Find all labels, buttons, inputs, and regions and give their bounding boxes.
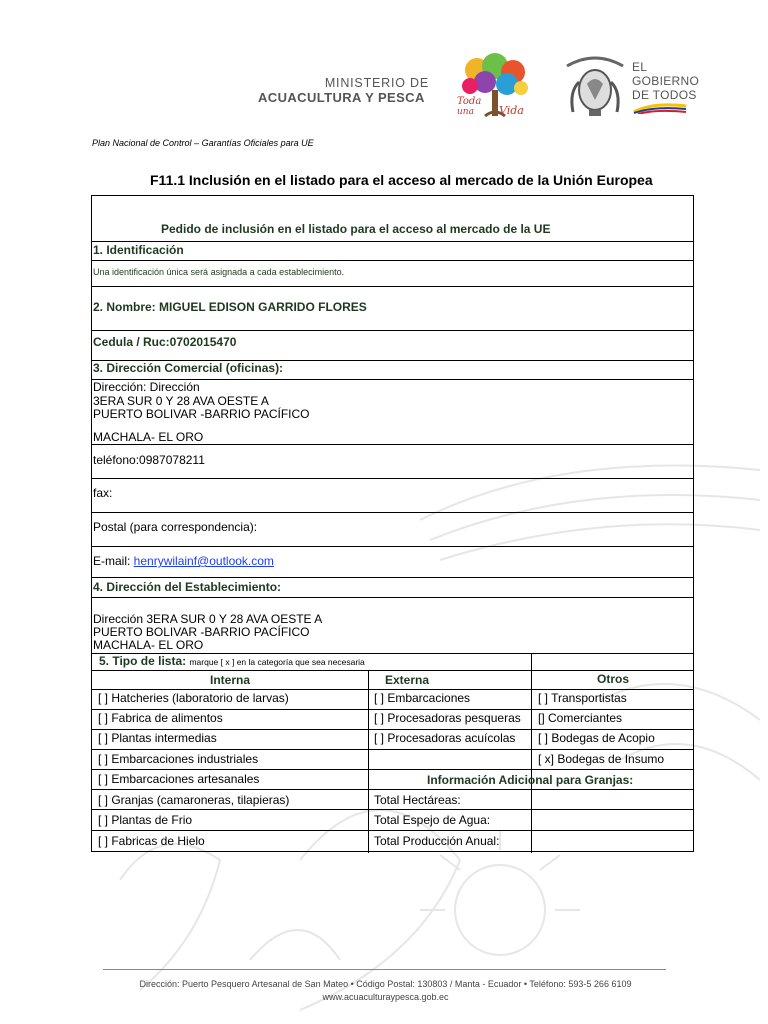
rule bbox=[92, 789, 693, 790]
address-line3: PUERTO BOLIVAR -BARRIO PACÍFICO bbox=[93, 407, 310, 421]
rule bbox=[92, 444, 693, 445]
ministry-line1: MINISTERIO DE bbox=[324, 76, 429, 90]
ministry-line2: ACUACULTURA Y PESCA bbox=[258, 90, 425, 105]
col-rule bbox=[368, 670, 369, 853]
tree-text2: una bbox=[457, 107, 474, 117]
col-externa: Externa bbox=[385, 673, 430, 687]
total-produccion-anual-label: Total Producción Anual: bbox=[374, 834, 500, 848]
telephone: teléfono:0987078211 bbox=[93, 453, 205, 467]
rule bbox=[92, 689, 693, 690]
flag-swoosh-icon bbox=[632, 102, 688, 114]
checkbox-embarcaciones-artesanales[interactable]: [ ] Embarcaciones artesanales bbox=[98, 772, 260, 786]
checkbox-procesadoras-pesqueras[interactable]: [ ] Procesadoras pesqueras bbox=[374, 711, 521, 725]
section5-header bbox=[99, 654, 365, 668]
inclusion-form bbox=[91, 195, 694, 852]
checkbox-procesadoras-acuicolas[interactable]: [ ] Procesadoras acuícolas bbox=[374, 731, 516, 745]
col-rule bbox=[531, 653, 532, 853]
footer-divider bbox=[103, 969, 666, 970]
total-hectareas-label: Total Hectáreas: bbox=[374, 793, 461, 807]
section4-title: 4. Dirección del Establecimiento: bbox=[93, 580, 282, 594]
section3-title: 3. Dirección Comercial (oficinas): bbox=[93, 361, 284, 375]
checkbox-comerciantes[interactable]: [] Comerciantes bbox=[538, 711, 623, 725]
email-link[interactable]: henrywilainf@outlook.com bbox=[133, 554, 274, 568]
ministry-logo bbox=[258, 76, 433, 105]
ecuador-coat-of-arms-logo bbox=[563, 52, 627, 120]
form-heading: Pedido de inclusión en el listado para el acceso al mercado de la UE bbox=[161, 222, 551, 236]
toda-una-vida-logo bbox=[455, 52, 535, 122]
rule bbox=[92, 512, 693, 513]
total-espejo-agua-label: Total Espejo de Agua: bbox=[374, 813, 491, 827]
address-line4: MACHALA- EL ORO bbox=[93, 430, 204, 444]
footer bbox=[104, 978, 667, 1004]
gob-line3: DE TODOS bbox=[632, 88, 697, 102]
rule bbox=[92, 260, 693, 261]
section5-note: marque [ x ] en la categoría que sea necesaria bbox=[189, 657, 365, 667]
email-row bbox=[93, 554, 274, 568]
rule bbox=[92, 769, 693, 770]
rule bbox=[92, 546, 693, 547]
establishment-line3: MACHALA- EL ORO bbox=[93, 638, 204, 652]
checkbox-plantas-intermedias[interactable]: [ ] Plantas intermedias bbox=[98, 731, 217, 745]
checkbox-granjas[interactable]: [ ] Granjas (camaroneras, tilapieras) bbox=[98, 793, 290, 807]
rule bbox=[92, 709, 693, 710]
rule bbox=[92, 749, 693, 750]
rule bbox=[92, 241, 693, 242]
rule bbox=[92, 830, 693, 831]
rule bbox=[92, 478, 693, 479]
rule bbox=[92, 330, 693, 331]
section5-title: 5. Tipo de lista: bbox=[99, 654, 190, 668]
checkbox-fabrica-alimentos[interactable]: [ ] Fabrica de alimentos bbox=[98, 711, 223, 725]
fax: fax: bbox=[93, 486, 113, 500]
gob-line1: EL bbox=[632, 60, 648, 74]
col-otros: Otros bbox=[597, 672, 630, 686]
tree-text3: Vida bbox=[499, 104, 524, 117]
checkbox-plantas-frio[interactable]: [ ] Plantas de Frio bbox=[98, 813, 193, 827]
footer-website[interactable]: www.acuaculturaypesca.gob.ec bbox=[322, 992, 449, 1002]
rule bbox=[92, 577, 693, 578]
rule bbox=[92, 670, 693, 671]
rule bbox=[92, 597, 693, 598]
footer-address: Dirección: Puerto Pesquero Artesanal de San Mateo • Código Postal: 130803 / Manta - Ecuador • Teléfono: 593-5 266 6109 bbox=[139, 979, 632, 989]
applicant-name: 2. Nombre: MIGUEL EDISON GARRIDO FLORES bbox=[93, 300, 367, 314]
cedula-ruc: Cedula / Ruc:0702015470 bbox=[93, 335, 237, 349]
gob-line2: GOBIERNO bbox=[632, 74, 700, 88]
section1-note: Una identificación única será asignada a cada establecimiento. bbox=[93, 267, 345, 277]
checkbox-fabricas-hielo[interactable]: [ ] Fabricas de Hielo bbox=[98, 834, 205, 848]
checkbox-embarcaciones[interactable]: [ ] Embarcaciones bbox=[374, 691, 471, 705]
establishment-line1: Dirección 3ERA SUR 0 Y 28 AVA OESTE A bbox=[93, 612, 323, 626]
document-title: F11.1 Inclusión en el listado para el acceso al mercado de la Unión Europea bbox=[150, 172, 653, 188]
tree-text1: Toda bbox=[457, 96, 482, 107]
section1-title: 1. Identificación bbox=[93, 243, 184, 257]
gobierno-logo bbox=[632, 60, 699, 117]
rule bbox=[92, 286, 693, 287]
checkbox-bodegas-acopio[interactable]: [ ] Bodegas de Acopio bbox=[538, 731, 655, 745]
postal: Postal (para correspondencia): bbox=[93, 520, 258, 534]
checkbox-embarcaciones-industriales[interactable]: [ ] Embarcaciones industriales bbox=[98, 752, 259, 766]
col-interna: Interna bbox=[210, 673, 251, 687]
rule bbox=[92, 809, 693, 810]
address-line1: Dirección: Dirección bbox=[93, 380, 200, 394]
checkbox-bodegas-insumo[interactable]: [ x] Bodegas de Insumo bbox=[538, 752, 665, 766]
establishment-line2: PUERTO BOLIVAR -BARRIO PACÍFICO bbox=[93, 625, 310, 639]
info-granjas-title: Información Adicional para Granjas: bbox=[427, 773, 634, 787]
address-line2: 3ERA SUR 0 Y 28 AVA OESTE A bbox=[93, 394, 269, 408]
plan-note: Plan Nacional de Control – Garantías Oficiales para UE bbox=[92, 138, 314, 148]
checkbox-hatcheries[interactable]: [ ] Hatcheries (laboratorio de larvas) bbox=[98, 691, 289, 705]
checkbox-transportistas[interactable]: [ ] Transportistas bbox=[538, 691, 627, 705]
rule bbox=[92, 729, 693, 730]
email-label: E-mail: bbox=[93, 554, 134, 568]
